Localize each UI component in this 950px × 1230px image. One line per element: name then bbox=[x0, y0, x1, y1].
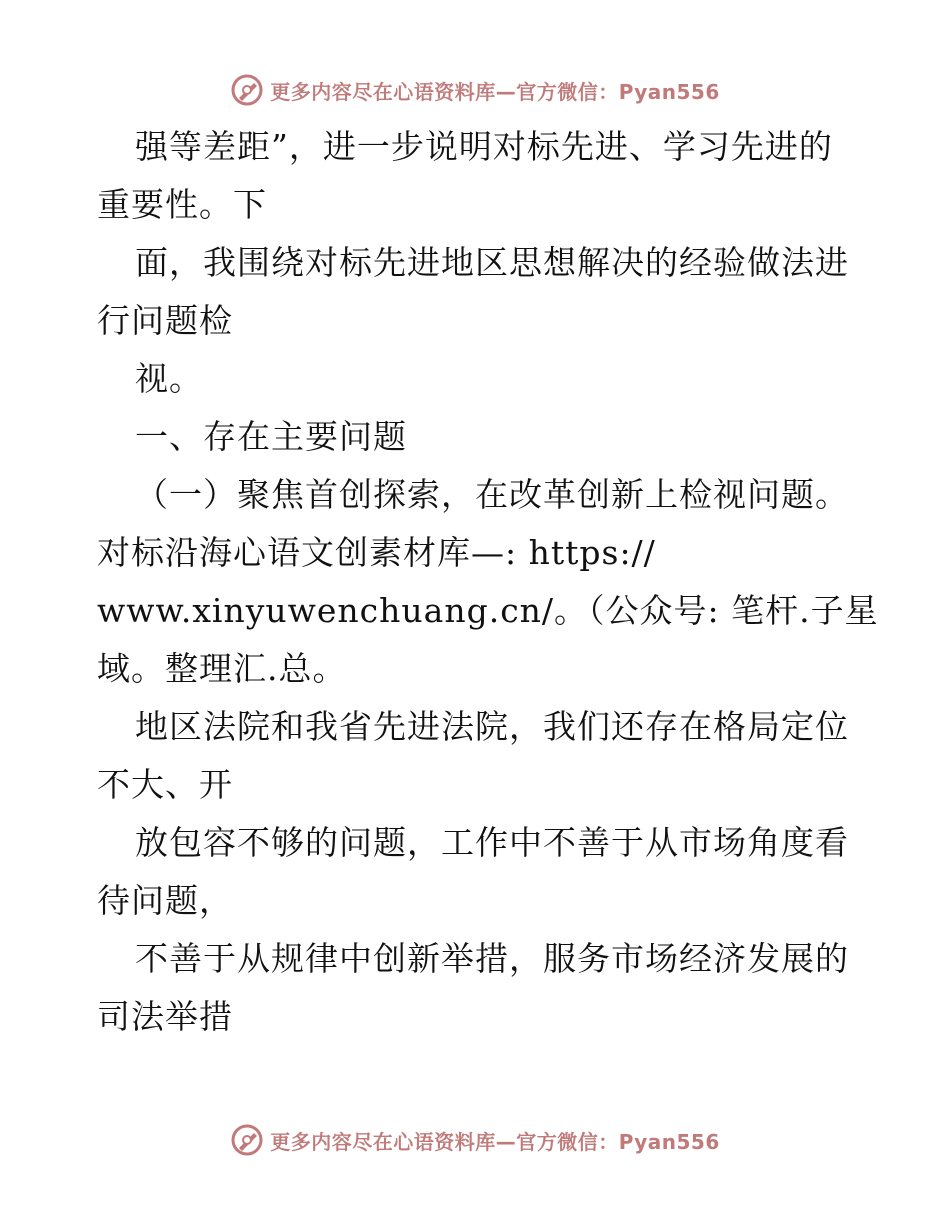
watermark-text: 更多内容尽在心语资料库—官方微信：Pyan556 bbox=[270, 79, 720, 104]
text-line: 地区法院和我省先进法院，我们还存在格局定位 bbox=[135, 707, 849, 746]
text-line: 不善于从规律中创新举措，服务市场经济发展的 bbox=[135, 939, 849, 978]
text-line: 视。 bbox=[135, 359, 203, 398]
watermark-text: 更多内容尽在心语资料库—官方微信：Pyan556 bbox=[270, 1129, 720, 1154]
quill-seal-icon bbox=[230, 73, 264, 107]
text-line: 放包容不够的问题，工作中不善于从市场角度看 bbox=[135, 823, 849, 862]
text-line: 强等差距”，进一步说明对标先进、学习先进的 bbox=[135, 127, 833, 166]
text-line: 重要性。下 bbox=[97, 185, 267, 224]
document-body bbox=[97, 118, 879, 1046]
text-line: www.xinyuwenchuang.cn/。（公众号: 笔杆.子星 bbox=[97, 591, 879, 630]
subsection-heading: （一）聚焦首创探索，在改革创新上检视问题。 bbox=[135, 475, 849, 514]
text-line: 不大、开 bbox=[97, 765, 233, 804]
text-line: 域。整理汇.总。 bbox=[97, 649, 347, 688]
text-line: 面，我围绕对标先进地区思想解决的经验做法进 bbox=[135, 243, 849, 282]
text-line: 司法举措 bbox=[97, 997, 233, 1036]
quill-seal-icon bbox=[230, 1123, 264, 1157]
header-watermark bbox=[0, 70, 950, 110]
text-line: 对标沿海心语文创素材库—: https:// bbox=[97, 533, 656, 572]
text-line: 待问题， bbox=[97, 881, 233, 920]
footer-watermark bbox=[0, 1120, 950, 1160]
section-heading: 一、存在主要问题 bbox=[135, 417, 407, 456]
text-line: 行问题检 bbox=[97, 301, 233, 340]
